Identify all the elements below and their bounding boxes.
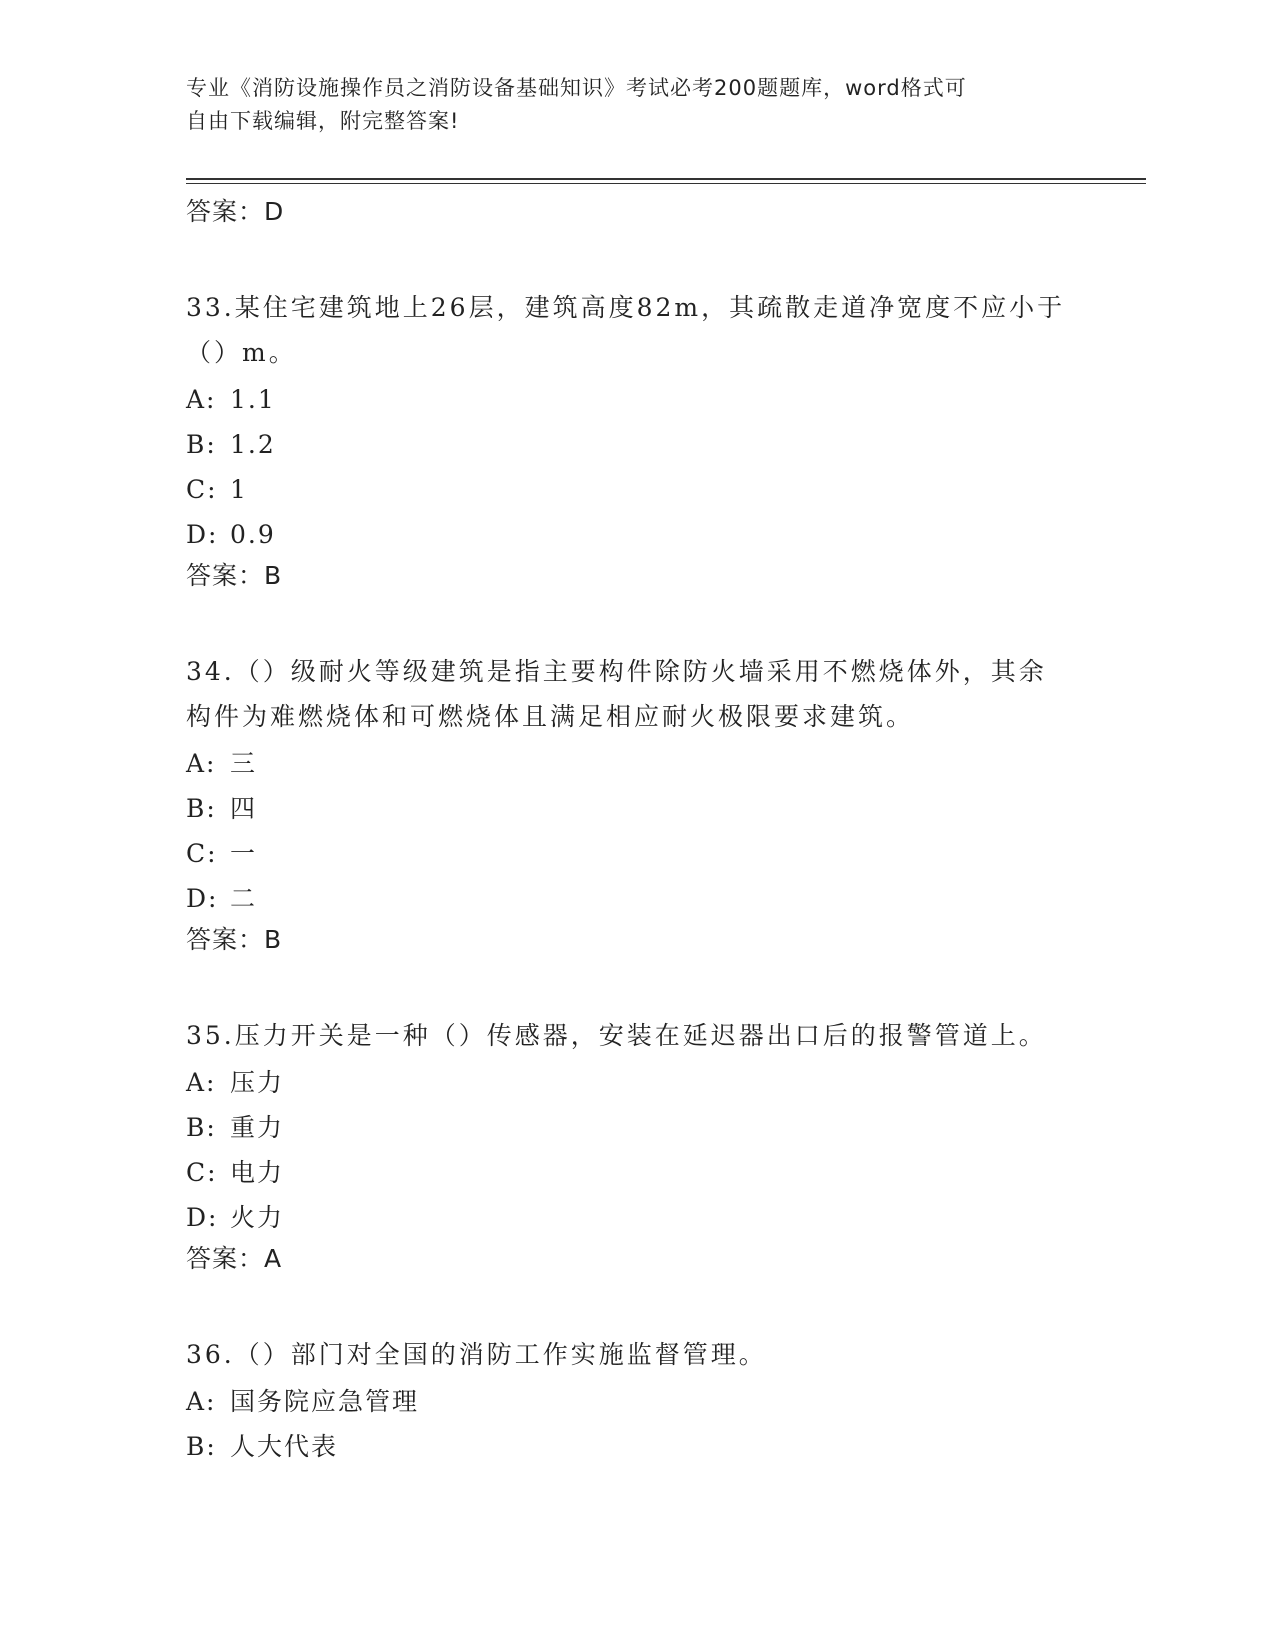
question-35 <box>186 1013 1086 1277</box>
option-text: 0.9 <box>230 520 276 549</box>
question-text <box>186 1332 1086 1377</box>
question-text <box>186 285 1086 375</box>
option-text: 人大代表 <box>230 1432 339 1461</box>
option-label: B: <box>186 1432 217 1461</box>
option-b <box>186 1424 1086 1469</box>
option-text: 二 <box>230 884 258 913</box>
answer: 答案：B <box>186 561 283 590</box>
option-label: C: <box>186 475 218 504</box>
question-line: 34.（）级耐火等级建筑是指主要构件除防火墙采用不燃烧体外，其余 <box>186 657 1047 686</box>
option-label: A: <box>186 385 217 414</box>
option-text: 火力 <box>230 1203 285 1232</box>
option-a <box>186 1379 1086 1424</box>
option-label: C: <box>186 839 218 868</box>
option-b <box>186 422 1086 467</box>
option-b <box>186 1105 1086 1150</box>
option-d <box>186 512 1086 557</box>
option-a <box>186 1060 1086 1105</box>
header-rule-thin <box>186 183 1146 184</box>
option-text: 1.1 <box>230 385 276 414</box>
header-line-2: 自由下载编辑，附完整答案! <box>186 109 460 133</box>
question-list <box>186 191 1086 1469</box>
option-c <box>186 467 1086 512</box>
option-text: 国务院应急管理 <box>230 1387 420 1416</box>
option-d <box>186 876 1086 921</box>
option-label: B: <box>186 794 217 823</box>
option-label: A: <box>186 1387 217 1416</box>
option-a <box>186 377 1086 422</box>
question-36 <box>186 1332 1086 1469</box>
option-c <box>186 831 1086 876</box>
question-33 <box>186 285 1086 594</box>
option-label: B: <box>186 430 217 459</box>
option-label: D: <box>186 1203 219 1232</box>
option-text: 1.2 <box>230 430 276 459</box>
option-label: A: <box>186 749 217 778</box>
option-d <box>186 1195 1086 1240</box>
option-label: A: <box>186 1068 217 1097</box>
question-34 <box>186 649 1086 958</box>
header-rule-thick <box>186 178 1146 180</box>
answer: 答案：B <box>186 925 283 954</box>
option-text: 三 <box>230 749 258 778</box>
option-a <box>186 741 1086 786</box>
question-line: 构件为难燃烧体和可燃烧体且满足相应耐火极限要求建筑。 <box>186 702 915 731</box>
option-c <box>186 1150 1086 1195</box>
question-line: 35.压力开关是一种（）传感器，安装在延迟器出口后的报警管道上。 <box>186 1021 1047 1050</box>
option-b <box>186 786 1086 831</box>
option-label: D: <box>186 520 219 549</box>
option-text: 1 <box>230 475 248 504</box>
document-header <box>186 72 1066 138</box>
question-text <box>186 1013 1086 1058</box>
question-line: 36.（）部门对全国的消防工作实施监督管理。 <box>186 1340 767 1369</box>
option-text: 四 <box>230 794 258 823</box>
answer: 答案：A <box>186 1244 283 1273</box>
previous-answer: 答案：D <box>186 197 285 226</box>
header-line-1: 专业《消防设施操作员之消防设备基础知识》考试必考200题题库，word格式可 <box>186 76 967 100</box>
question-line: （）m。 <box>186 338 297 367</box>
option-label: C: <box>186 1158 218 1187</box>
option-text: 电力 <box>230 1158 285 1187</box>
option-label: D: <box>186 884 219 913</box>
question-text <box>186 649 1086 739</box>
question-line: 33.某住宅建筑地上26层，建筑高度82m，其疏散走道净宽度不应小于 <box>186 293 1066 322</box>
option-text: 重力 <box>230 1113 285 1142</box>
option-text: 一 <box>230 839 258 868</box>
option-text: 压力 <box>230 1068 285 1097</box>
option-label: B: <box>186 1113 217 1142</box>
